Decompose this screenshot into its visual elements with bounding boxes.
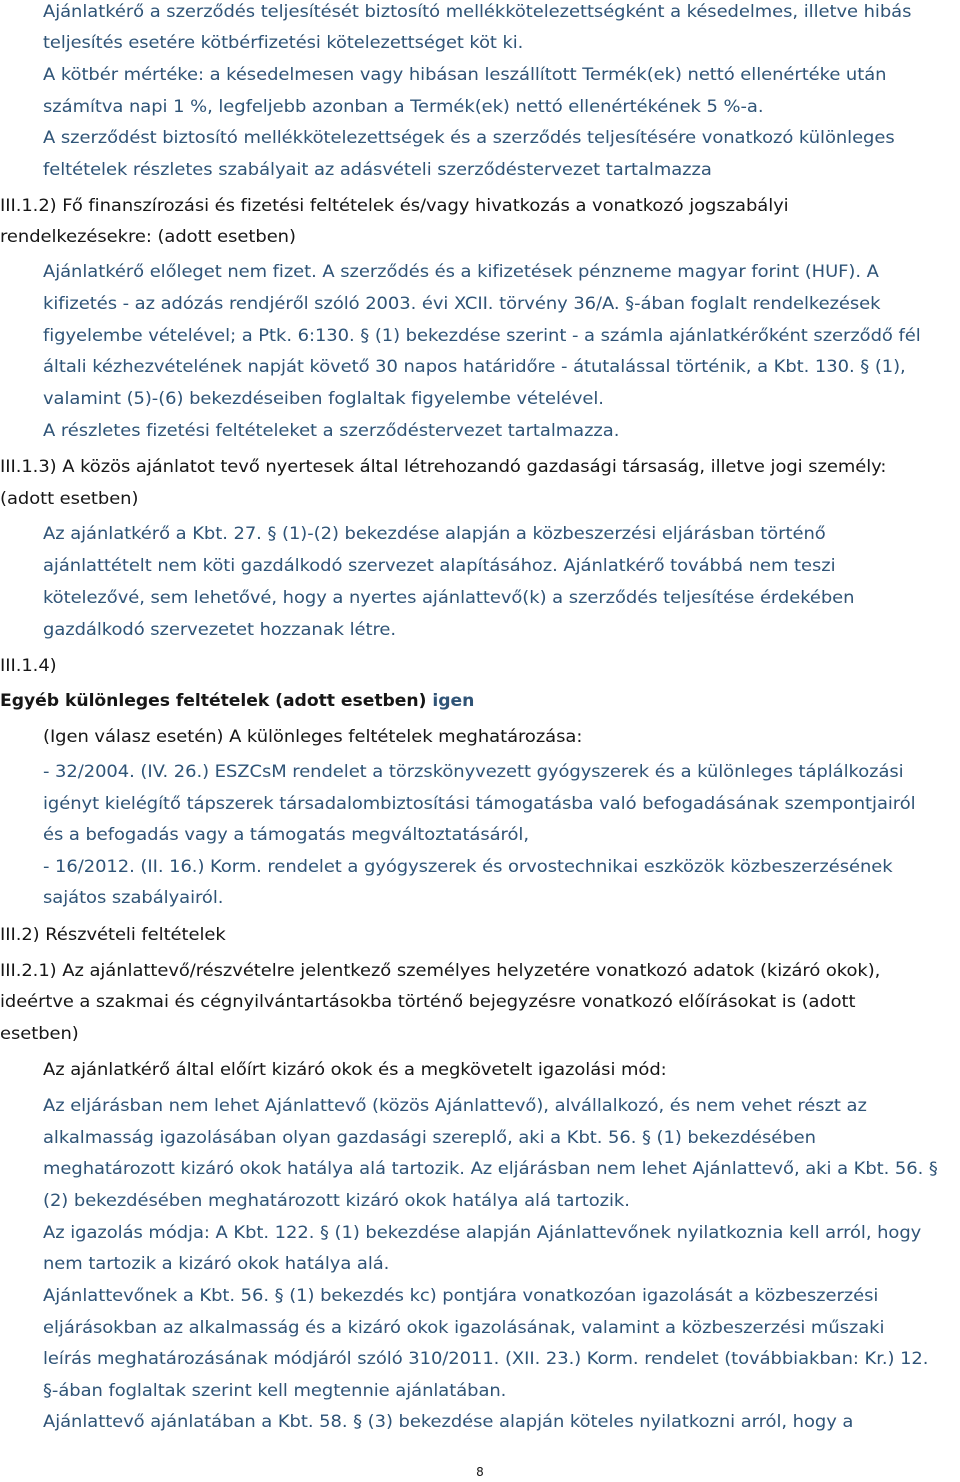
text-line: Ajánlatkérő előleget nem fizet. A szerződés és a kifizetések pénzneme magyar forint (HUF). A — [43, 262, 879, 281]
text-line: eljárásokban az alkalmasság és a kizáró okok igazolásának, valamint a közbeszerzési műszaki — [43, 1318, 885, 1337]
section-heading: (adott esetben) — [0, 489, 139, 508]
text-line: leírás meghatározásának módjáról szóló 310/2011. (XII. 23.) Korm. rendelet (továbbiakban: Kr.) 12. — [43, 1349, 929, 1368]
text-line: Ajánlattevő ajánlatában a Kbt. 58. § (3) bekezdése alapján köteles nyilatkozni arról, hogy a — [43, 1412, 854, 1431]
text-line: figyelembe vételével; a Ptk. 6:130. § (1) bekezdése szerint - a számla ajánlatkérőként szerződő fél — [43, 326, 921, 345]
text-line: ajánlattételt nem köti gazdálkodó szervezet alapításához. Ajánlatkérő továbbá nem teszi — [43, 556, 836, 575]
text-line: - 32/2004. (IV. 26.) ESZCsM rendelet a törzskönyvezett gyógyszerek és a különleges táplálkozási — [43, 762, 904, 781]
text-line: A kötbér mértéke: a késedelmesen vagy hibásan leszállított Termék(ek) nettó ellenértéke után — [43, 65, 887, 84]
text-line: meghatározott kizáró okok hatálya alá tartozik. Az eljárásban nem lehet Ajánlattevő, aki a Kbt. 56. § — [43, 1159, 938, 1178]
section-heading: III.2.1) Az ajánlattevő/részvételre jelentkező személyes helyzetére vonatkozó adatok (kizáró okok), — [0, 961, 881, 980]
text-line: Az ajánlatkérő a Kbt. 27. § (1)-(2) bekezdése alapján a közbeszerzési eljárásban történő — [43, 524, 826, 543]
special-conditions-value: igen — [432, 691, 475, 710]
text-line: általi kézhezvételének napját követő 30 napos határidőre - átutalással történik, a Kbt. 130. § (1), — [43, 357, 906, 376]
text-line: kifizetés - az adózás rendjéről szóló 2003. évi XCII. törvény 36/A. §-ában foglalt rendelkezések — [43, 294, 881, 313]
section-heading: III.1.2) Fő finanszírozási és fizetési feltételek és/vagy hivatkozás a vonatkozó jogszabályi — [0, 196, 789, 215]
text-line: A szerződést biztosító mellékkötelezettségek és a szerződés teljesítésére vonatkozó különleges — [43, 128, 895, 147]
special-conditions-label: Egyéb különleges feltételek (adott esetben) — [0, 691, 427, 710]
section-heading: rendelkezésekre: (adott esetben) — [0, 227, 296, 246]
text-line: A részletes fizetési feltételeket a szerződéstervezet tartalmazza. — [43, 421, 620, 440]
section-heading: esetben) — [0, 1024, 79, 1043]
text-line: Az igazolás módja: A Kbt. 122. § (1) bekezdése alapján Ajánlattevőnek nyilatkoznia kell arról, hogy — [43, 1223, 922, 1242]
text-line: teljesítés esetére kötbérfizetési kötelezettséget köt ki. — [43, 33, 524, 52]
text-line: Az eljárásban nem lehet Ajánlattevő (közös Ajánlattevő), alvállalkozó, és nem vehet részt az — [43, 1096, 867, 1115]
text-line: - 16/2012. (II. 16.) Korm. rendelet a gyógyszerek és orvostechnikai eszközök közbeszerzésének — [43, 857, 893, 876]
text-line: kötelezővé, sem lehetővé, hogy a nyertes ajánlattevő(k) a szerződés teljesítése érdekében — [43, 588, 855, 607]
page-number: 8 — [476, 1465, 484, 1479]
text-line: §-ában foglaltak szerint kell megtennie ajánlatában. — [43, 1381, 507, 1400]
text-line: (Igen válasz esetén) A különleges feltételek meghatározása: — [43, 727, 583, 746]
text-line: Ajánlatkérő a szerződés teljesítését biztosító mellékkötelezettségként a késedelmes, illetve hibás — [43, 2, 912, 21]
text-line: valamint (5)-(6) bekezdéseiben foglaltak figyelembe vételével. — [43, 389, 604, 408]
text-line: gazdálkodó szervezetet hozzanak létre. — [43, 620, 397, 639]
text-line: feltételek részletes szabályait az adásvételi szerződéstervezet tartalmazza — [43, 160, 712, 179]
section-heading: ideértve a szakmai és cégnyilvántartásokba történő bejegyzésre vonatkozó előírásokat is (adott — [0, 992, 856, 1011]
text-line: igényt kielégítő tápszerek társadalombiztosítási támogatásba való befogadásának szempontjairól — [43, 794, 916, 813]
text-line: és a befogadás vagy a támogatás megváltoztatásáról, — [43, 825, 529, 844]
section-heading: III.1.4) — [0, 656, 57, 675]
text-line: Az ajánlatkérő által előírt kizáró okok és a megkövetelt igazolási mód: — [43, 1060, 667, 1079]
special-conditions-heading — [0, 689, 474, 713]
text-line: Ajánlattevőnek a Kbt. 56. § (1) bekezdés kc) pontjára vonatkozóan igazolását a közbeszerzési — [43, 1286, 879, 1305]
text-line: alkalmasság igazolásában olyan gazdasági szereplő, aki a Kbt. 56. § (1) bekezdésében — [43, 1128, 816, 1147]
section-heading: III.1.3) A közös ajánlatot tevő nyertesek által létrehozandó gazdasági társaság, illetve jogi személy: — [0, 457, 887, 476]
section-heading: III.2) Részvételi feltételek — [0, 925, 226, 944]
text-line: sajátos szabályairól. — [43, 888, 224, 907]
text-line: számítva napi 1 %, legfeljebb azonban a Termék(ek) nettó ellenértékének 5 %-a. — [43, 97, 764, 116]
text-line: (2) bekezdésében meghatározott kizáró okok hatálya alá tartozik. — [43, 1191, 630, 1210]
text-line: nem tartozik a kizáró okok hatálya alá. — [43, 1254, 390, 1273]
